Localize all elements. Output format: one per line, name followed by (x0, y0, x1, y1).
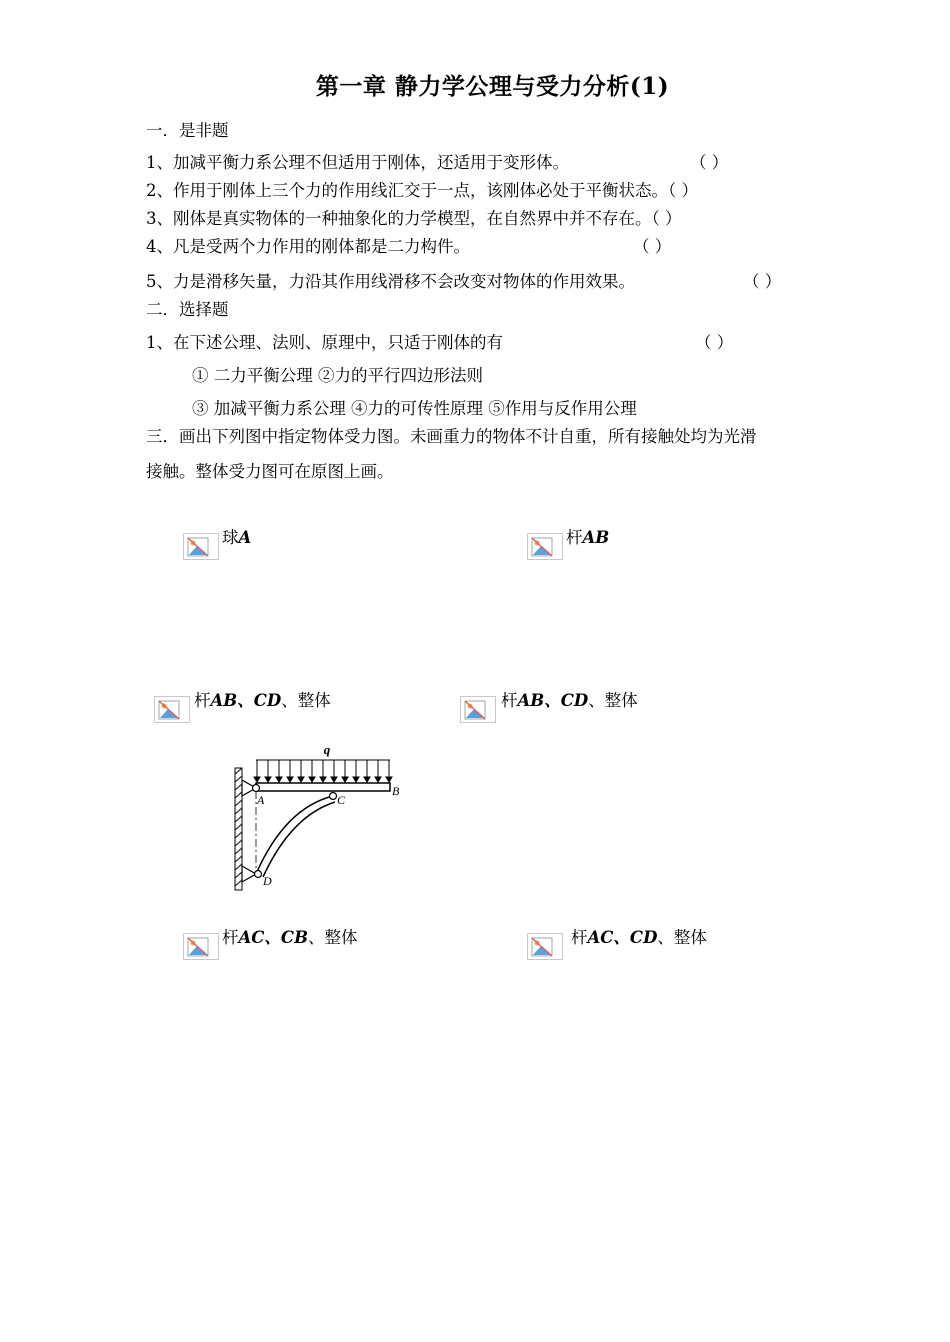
figure-label-6: 杆AC、CD、整体 (571, 928, 707, 947)
figure-label-2: 杆AB (566, 528, 610, 547)
beam-ab (256, 783, 390, 791)
page-title: 第一章 静力学公理与受力分析(1) (315, 73, 670, 100)
answer-paren-4[interactable]: （ ） (633, 237, 672, 256)
pin-a (253, 785, 260, 792)
broken-image-icon (460, 696, 496, 723)
pin-support-d (242, 866, 256, 882)
point-label-a: A (257, 793, 265, 807)
choice-options-row2: ③ 加减平衡力系公理 ④力的可传性原理 ⑤作用与反作用公理 (192, 399, 637, 418)
distributed-load-arrows (254, 760, 392, 782)
pin-c (330, 793, 337, 800)
point-label-d: D (263, 874, 272, 888)
judge-item-3: 3、刚体是真实物体的一种抽象化的力学模型，在自然界中并不存在。（ ） (146, 209, 682, 228)
figure-label-5: 杆AC、CB、整体 (222, 928, 358, 947)
point-label-c: C (337, 793, 346, 807)
broken-image-icon (527, 533, 563, 560)
load-label-q: q (323, 742, 331, 757)
section2-heading: 二．选择题 (146, 300, 229, 319)
figure-label-1: 球A (222, 528, 252, 547)
section1-heading: 一．是非题 (146, 121, 229, 140)
answer-paren-1[interactable]: （ ） (690, 153, 729, 172)
pin-d (255, 871, 262, 878)
broken-image-icon (183, 533, 219, 560)
judge-item-1: 1、加减平衡力系公理不但适用于刚体，还适用于变形体。 (146, 153, 569, 172)
choice-question-1: 1、在下述公理、法则、原理中，只适于刚体的有 (146, 333, 503, 352)
choice-answer-paren[interactable]: （ ） (695, 333, 734, 352)
broken-image-icon (183, 933, 219, 960)
choice-options-row1: ① 二力平衡公理 ②力的平行四边形法则 (192, 366, 483, 385)
point-label-b: B (392, 784, 400, 798)
section3-instruction-2: 接触。整体受力图可在原图上画。 (146, 462, 394, 481)
figure-label-3: 杆AB、CD、整体 (194, 691, 331, 710)
broken-image-icon (527, 933, 563, 960)
section3-instruction-1: 三．画出下列图中指定物体受力图。未画重力的物体不计自重，所有接触处均为光滑 (146, 427, 757, 446)
broken-image-icon (154, 696, 190, 723)
judge-item-5: 5、力是滑移矢量，力沿其作用线滑移不会改变对物体的作用效果。 (146, 272, 635, 291)
figure-label-4: 杆AB、CD、整体 (501, 691, 638, 710)
frame-structure-diagram (225, 738, 425, 898)
judge-item-2: 2、作用于刚体上三个力的作用线汇交于一点，该刚体必处于平衡状态。（ ） (146, 181, 698, 200)
answer-paren-5[interactable]: （ ） (743, 272, 782, 291)
judge-item-4: 4、凡是受两个力作用的刚体都是二力构件。 (146, 237, 470, 256)
